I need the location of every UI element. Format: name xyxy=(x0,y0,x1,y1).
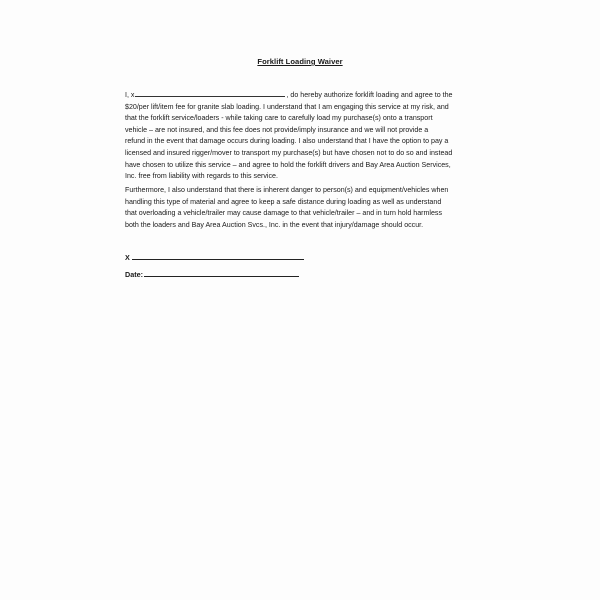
authorization-paragraph xyxy=(125,90,477,183)
paragraph-line: refund in the event that damage occurs during loading. I also understand that I have the option to pay a xyxy=(125,137,449,146)
signature-row xyxy=(125,252,304,262)
signature-label: X xyxy=(125,253,130,262)
name-blank-line[interactable] xyxy=(135,90,285,97)
paragraph-line xyxy=(125,90,477,102)
paragraph-line: both the loaders and Bay Area Auction Svcs., Inc. in the event that injury/damage should occur. xyxy=(125,220,424,229)
paragraph-line: vehicle – are not insured, and this fee does not provide/imply insurance and we will not provide a xyxy=(125,125,429,134)
paragraph-line: licensed and insured rigger/mover to transport my purchase(s) but have chosen not to do so and instead xyxy=(125,148,453,157)
paragraph-line: Inc. free from liability with regards to this service. xyxy=(125,172,278,181)
paragraph-line: that the forklift service/loaders - while taking care to carefully load my purchase(s) onto a transport xyxy=(125,114,433,123)
date-line[interactable] xyxy=(144,269,299,277)
signature-line[interactable] xyxy=(132,252,304,260)
paragraph-line: $20/per lift/item fee for granite slab loading. I understand that I am engaging this service at my risk, and xyxy=(125,102,449,111)
paragraph-line: handling this type of material and agree to keep a safe distance during loading as well as understand xyxy=(125,197,442,206)
paragraph-line: Furthermore, I also understand that there is inherent danger to person(s) and equipment/vehicles when xyxy=(125,186,449,194)
name-lead: I, x xyxy=(125,91,135,99)
line1-rest: , do hereby authorize forklift loading and agree to the xyxy=(286,91,453,99)
date-label: Date: xyxy=(125,270,143,279)
paragraph-line: that overloading a vehicle/trailer may cause damage to that vehicle/trailer – and in turn hold harmless xyxy=(125,209,443,218)
date-row xyxy=(125,269,299,279)
paragraph-line: have chosen to utilize this service – and agree to hold the forklift drivers and Bay Area Auction Services, xyxy=(125,160,451,169)
document-title: Forklift Loading Waiver xyxy=(257,57,343,66)
liability-paragraph xyxy=(125,185,477,231)
